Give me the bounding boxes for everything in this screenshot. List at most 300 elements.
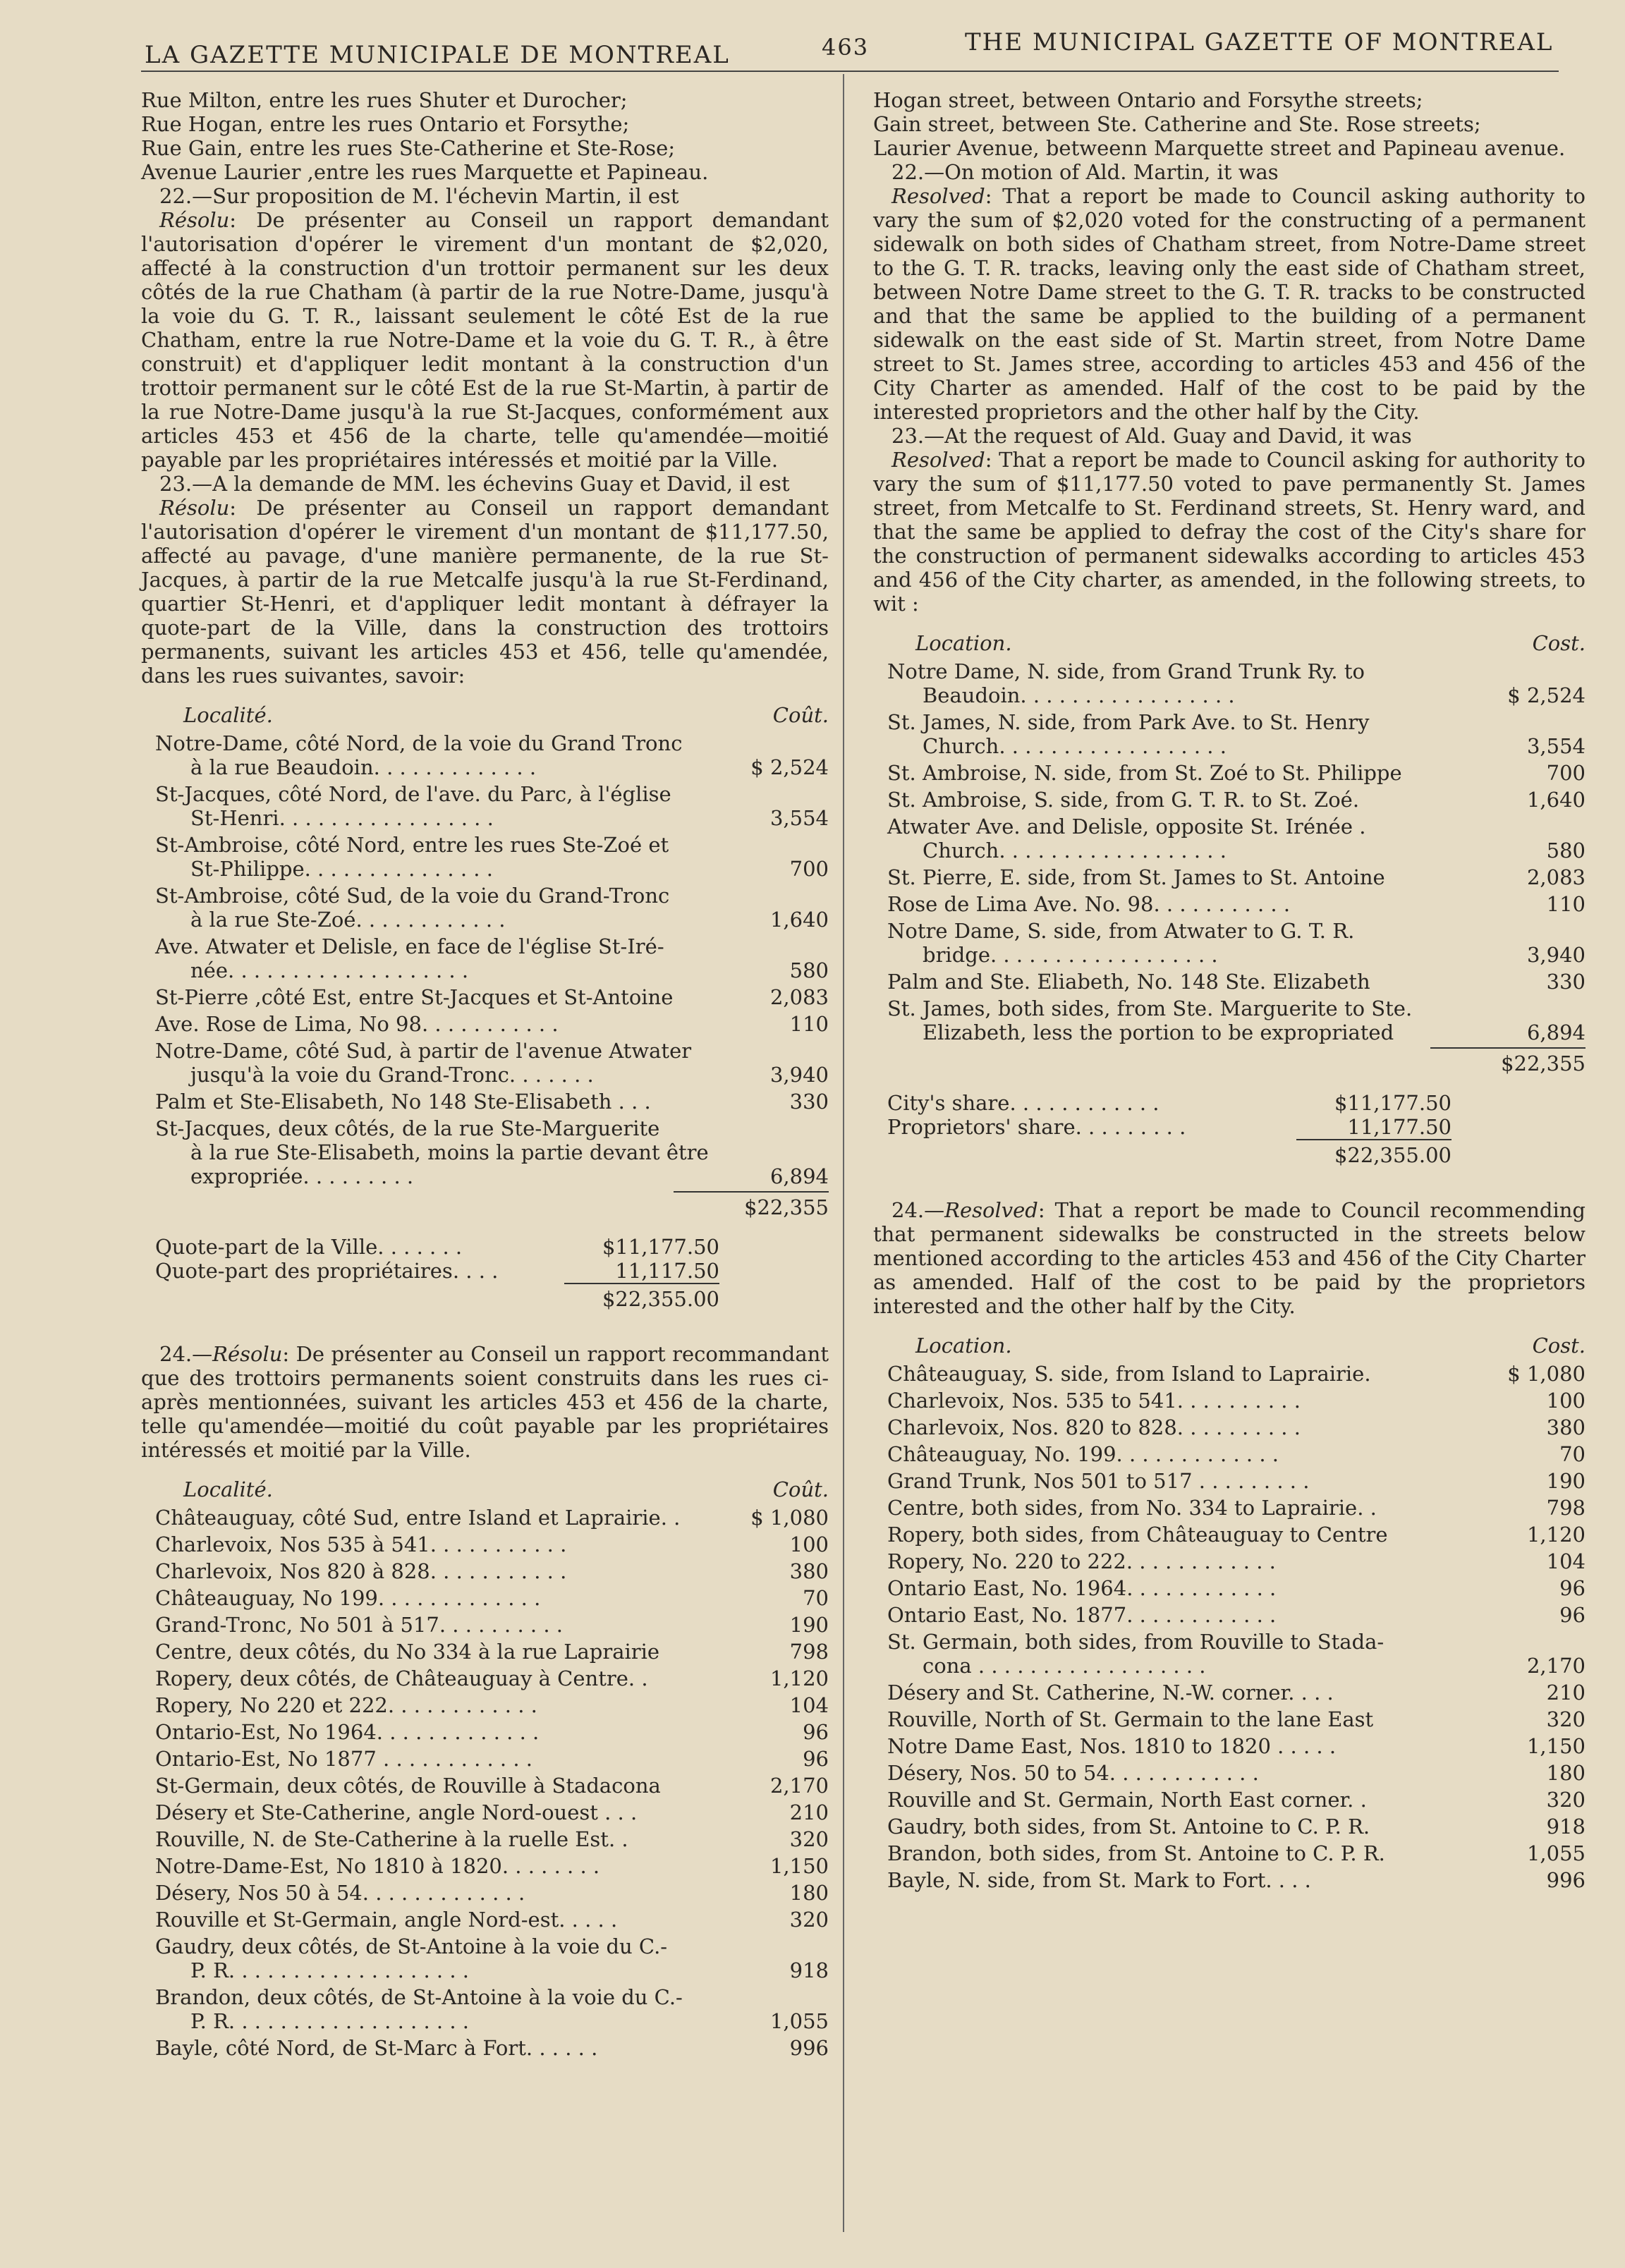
row-location-line: Châteauguay, No. 199. . . . . . . . . . . . . (887, 1442, 1279, 1466)
row-location (873, 1868, 1473, 1892)
table-row (873, 1841, 1586, 1865)
row-location-line: St. Ambroise, N. side, from St. Zoé to St. Philippe (887, 761, 1402, 785)
row-location-line: St. Pierre, E. side, from St. James to St. Antoine (887, 865, 1385, 889)
table-row (873, 1815, 1586, 1839)
row-location (141, 1985, 716, 2033)
row-location-line: Brandon, deux côtés, de St-Antoine à la voie du C.- (155, 1985, 683, 2009)
table-row (141, 884, 829, 932)
table-row (141, 1985, 829, 2033)
row-location-line: St. James, both sides, from Ste. Marguerite to Ste. (887, 996, 1413, 1020)
table-row (873, 865, 1586, 889)
table-row (873, 1630, 1586, 1678)
row-location-continuation: bridge. . . . . . . . . . . . . . . . . . (923, 943, 1218, 967)
table-row (141, 1559, 829, 1583)
row-location-line: Ontario East, No. 1964. . . . . . . . . . . . (887, 1576, 1277, 1600)
row-location (141, 1693, 716, 1717)
row-location-line: Ontario-Est, No 1877 . . . . . . . . . . . . (155, 1747, 533, 1771)
page-header (0, 28, 1625, 71)
row-cost: 96 (803, 1747, 829, 1771)
row-location-line: Atwater Ave. and Delisle, opposite St. Irénée . (887, 815, 1366, 839)
table-header-cost: Cost. (1532, 1334, 1586, 1358)
row-cost: $ 1,080 (750, 1506, 829, 1530)
table-row (873, 1603, 1586, 1627)
row-location-continuation: jusqu'à la voie du Grand-Tronc. . . . . . . (190, 1063, 594, 1087)
table-row (141, 1666, 829, 1690)
row-location (873, 1469, 1473, 1493)
table-header-location: Localité. (183, 1477, 273, 1501)
share-value: 11,177.50 (1347, 1115, 1451, 1139)
row-location-continuation: St-Philippe. . . . . . . . . . . . . . . (190, 857, 493, 881)
row-location-line: Brandon, both sides, from St. Antoine to C. P. R. (887, 1841, 1385, 1865)
table-row (141, 1908, 829, 1932)
row-cost: 96 (1559, 1576, 1586, 1600)
row-cost: 110 (789, 1012, 829, 1036)
row-location (141, 1908, 716, 1932)
row-location-line: Ontario-Est, No 1964. . . . . . . . . . . . . (155, 1720, 540, 1744)
total-value: $22,355 (1430, 1047, 1586, 1075)
row-cost: 1,150 (1526, 1734, 1586, 1758)
share-total-en (873, 1139, 1586, 1167)
row-location-line: Rouville, North of St. Germain to the lane East (887, 1707, 1374, 1731)
row-cost: 210 (789, 1800, 829, 1824)
table-row (141, 1532, 829, 1556)
row-location-continuation: Church. . . . . . . . . . . . . . . . . . (923, 734, 1227, 758)
row-location-line: Châteauguay, côté Sud, entre Island et Laprairie. . (155, 1506, 681, 1530)
row-location (873, 1788, 1473, 1812)
row-location (141, 782, 716, 830)
table-row (141, 1881, 829, 1905)
total-value: $22,355 (674, 1191, 829, 1219)
section-22-body-fr (141, 208, 829, 472)
row-location (873, 1362, 1473, 1386)
row-cost: $ 2,524 (750, 755, 829, 779)
row-location-continuation: Beaudoin. . . . . . . . . . . . . . . . . (923, 683, 1235, 707)
row-location-line: Notre-Dame, côté Nord, de la voie du Grand Tronc (155, 731, 683, 755)
row-location-line: St-Germain, deux côtés, de Rouville à Stadacona (155, 1774, 661, 1798)
row-cost: 6,894 (769, 1164, 829, 1188)
table-row (873, 1707, 1586, 1731)
row-location-line: Désery, Nos. 50 to 54. . . . . . . . . . . . (887, 1761, 1259, 1785)
row-cost: 180 (1546, 1761, 1586, 1785)
table-row (141, 1747, 829, 1771)
row-location-line: Charlevoix, Nos 535 à 541. . . . . . . . . . . (155, 1532, 567, 1556)
share-value: $11,177.50 (1334, 1091, 1451, 1115)
row-location (873, 815, 1473, 862)
resolu-label: Résolu (159, 496, 230, 520)
row-location (873, 761, 1473, 785)
row-cost: 2,083 (1526, 865, 1586, 889)
table-row (873, 1415, 1586, 1439)
row-location (873, 1523, 1473, 1547)
row-cost: 380 (1546, 1415, 1586, 1439)
row-location-continuation: P. R. . . . . . . . . . . . . . . . . . . (190, 2009, 469, 2033)
row-location-line: Ropery, No 220 et 222. . . . . . . . . . . . (155, 1693, 537, 1717)
row-location (873, 659, 1473, 707)
table-row (141, 1827, 829, 1851)
table-row (141, 1613, 829, 1637)
section-23-text: : That a report be made to Council asking for authority to vary the sum of $11,177.50 voted to pave permanently St. James street, from Metcalfe to St. Ferdinand streets, St. Henry ward, and that the same be applied to defray the cost of the City's share for the construction of permanent sidewalks according to articles 453 and 456 of the City charter, as amended, in the following streets, to wit : (873, 448, 1586, 616)
row-location-line: Rouville and St. Germain, North East corner. . (887, 1788, 1367, 1812)
share-owners-en (873, 1115, 1586, 1139)
resolved-label: Resolved (891, 448, 985, 472)
row-cost: 918 (789, 1958, 829, 1982)
row-location-continuation: née. . . . . . . . . . . . . . . . . . . (190, 958, 469, 982)
header-rule (141, 71, 1559, 72)
resolved-label: Resolved (944, 1198, 1038, 1222)
row-location (873, 1841, 1473, 1865)
row-cost: 1,055 (1526, 1841, 1586, 1865)
row-cost: 180 (789, 1881, 829, 1905)
row-location (141, 1532, 716, 1556)
row-location-line: Notre Dame, S. side, from Atwater to G. T. R. (887, 919, 1355, 943)
row-cost: 320 (1546, 1788, 1586, 1812)
row-cost: 798 (1546, 1496, 1586, 1520)
streets-continued-en (873, 88, 1586, 160)
row-cost: 380 (789, 1559, 829, 1583)
row-location (873, 1496, 1473, 1520)
row-cost: 2,170 (1526, 1654, 1586, 1678)
section-23-body-fr (141, 496, 829, 688)
table-row (141, 1039, 829, 1087)
row-location-line: Palm and Ste. Eliabeth, No. 148 Ste. Elizabeth (887, 970, 1370, 994)
street-line: Avenue Laurier ,entre les rues Marquette et Papineau. (141, 160, 709, 184)
table-row (141, 1640, 829, 1664)
row-cost: 700 (1546, 761, 1586, 785)
row-location-continuation: P. R. . . . . . . . . . . . . . . . . . . (190, 1958, 469, 1982)
row-location (873, 1603, 1473, 1627)
row-location (873, 1761, 1473, 1785)
table-row (141, 1586, 829, 1610)
row-location (873, 710, 1473, 758)
row-location (141, 1012, 716, 1036)
table-row (873, 788, 1586, 812)
row-location (873, 970, 1473, 994)
row-location-line: Centre, both sides, from No. 334 to Laprairie. . (887, 1496, 1377, 1520)
table-row (873, 659, 1586, 707)
row-location (873, 1630, 1473, 1678)
row-location-line: Ave. Atwater et Delisle, en face de l'église St-Iré- (155, 934, 664, 958)
row-location-continuation: à la rue Ste-Zoé. . . . . . . . . . . . (190, 908, 506, 932)
row-cost: 104 (1546, 1549, 1586, 1573)
row-cost: 996 (1546, 1868, 1586, 1892)
table-row (873, 1362, 1586, 1386)
resolved-label: Resolved (891, 184, 985, 208)
row-cost: 96 (803, 1720, 829, 1744)
row-location (141, 1800, 716, 1824)
row-cost: 190 (789, 1613, 829, 1637)
row-cost: 6,894 (1526, 1020, 1586, 1044)
row-location-line: Gaudry, deux côtés, de St-Antoine à la voie du C.- (155, 1934, 668, 1958)
row-location (873, 1415, 1473, 1439)
row-location-line: Notre-Dame-Est, No 1810 à 1820. . . . . . . . (155, 1854, 600, 1878)
row-location-continuation: Church. . . . . . . . . . . . . . . . . . (923, 839, 1227, 862)
table-row (141, 1116, 829, 1188)
row-location (141, 1774, 716, 1798)
table-2-header-en (873, 1334, 1586, 1358)
row-cost: 100 (789, 1532, 829, 1556)
table-row (873, 1576, 1586, 1600)
row-location (141, 1720, 716, 1744)
table-1-en (873, 659, 1586, 1044)
row-location-line: Désery et Ste-Catherine, angle Nord-ouest . . . (155, 1800, 638, 1824)
row-location-continuation: à la rue Beaudoin. . . . . . . . . . . . . (190, 755, 537, 779)
table-1-header-en (873, 631, 1586, 655)
table-row (141, 1090, 829, 1114)
row-location (141, 1827, 716, 1851)
table-row (873, 1389, 1586, 1413)
table-header-location: Location. (915, 1334, 1012, 1358)
row-location (873, 1707, 1473, 1731)
row-location-line: St. James, N. side, from Park Ave. to St. Henry (887, 710, 1370, 734)
section-24-body-fr (141, 1342, 829, 1462)
column-divider (843, 74, 844, 2232)
section-23-intro-fr: 23.—A la demande de MM. les échevins Guay et David, il est (159, 472, 790, 496)
street-line: Rue Gain, entre les rues Ste-Catherine et Ste-Rose; (141, 136, 676, 160)
table-2-header-fr (141, 1477, 829, 1501)
share-label: Proprietors' share. . . . . . . . . (887, 1115, 1186, 1139)
table-header-location: Localité. (183, 703, 273, 727)
row-location-line: Notre Dame, N. side, from Grand Trunk Ry. to (887, 659, 1365, 683)
row-location-line: Châteauguay, S. side, from Island to Laprairie. (887, 1362, 1371, 1386)
table-row (873, 1681, 1586, 1705)
section-24-number: 24.— (891, 1198, 945, 1222)
table-header-cost: Coût. (772, 703, 829, 727)
table-row (873, 761, 1586, 785)
row-location-line: Palm et Ste-Elisabeth, No 148 Ste-Elisabeth . . . (155, 1090, 651, 1114)
row-location (873, 1576, 1473, 1600)
row-location (141, 1934, 716, 1982)
street-line: Hogan street, between Ontario and Forsythe streets; (873, 88, 1423, 112)
row-location (141, 1613, 716, 1637)
row-location-line: Charlevoix, Nos. 535 to 541. . . . . . . . . . (887, 1389, 1301, 1413)
share-label: Quote-part de la Ville. . . . . . . (155, 1235, 463, 1259)
table-row (141, 1934, 829, 1982)
row-cost: 1,055 (769, 2009, 829, 2033)
row-location-line: Centre, deux côtés, du No 334 à la rue Laprairie (155, 1640, 660, 1664)
row-cost: 996 (789, 2036, 829, 2060)
row-location (141, 833, 716, 881)
table-row (873, 1761, 1586, 1785)
row-cost: 2,083 (769, 985, 829, 1009)
row-location-line: Bayle, côté Nord, de St-Marc à Fort. . . . . . (155, 2036, 598, 2060)
row-location (873, 996, 1473, 1044)
table-1-fr (141, 731, 829, 1188)
row-location-line: Charlevoix, Nos 820 à 828. . . . . . . . . . . (155, 1559, 567, 1583)
row-cost: 330 (789, 1090, 829, 1114)
table-1-total-fr (141, 1191, 829, 1219)
row-cost: 330 (1546, 970, 1586, 994)
row-cost: 1,150 (769, 1854, 829, 1878)
row-location (873, 892, 1473, 916)
row-cost: 1,120 (769, 1666, 829, 1690)
resolu-label: Résolu (159, 208, 230, 232)
row-location (141, 1090, 716, 1114)
row-location-line: Ontario East, No. 1877. . . . . . . . . . . . (887, 1603, 1277, 1627)
section-22-body-en (873, 184, 1586, 424)
table-row (141, 934, 829, 982)
row-cost: $ 2,524 (1507, 683, 1586, 707)
table-row (141, 782, 829, 830)
page-number: 463 (822, 34, 870, 61)
row-location-line: St. Ambroise, S. side, from G. T. R. to St. Zoé. (887, 788, 1360, 812)
row-cost: 700 (789, 857, 829, 881)
table-row (873, 710, 1586, 758)
share-value: $11,177.50 (602, 1235, 719, 1259)
row-location (141, 1559, 716, 1583)
section-24-number: 24.— (159, 1342, 213, 1366)
row-location-continuation: à la rue Ste-Elisabeth, moins la partie devant être expropriée. . . . . . . . . (190, 1140, 709, 1188)
row-cost: 70 (1559, 1442, 1586, 1466)
row-location-line: Ropery, deux côtés, de Châteauguay à Centre. . (155, 1666, 648, 1690)
row-location-line: Charlevoix, Nos. 820 to 828. . . . . . . . . . (887, 1415, 1301, 1439)
table-row (873, 1734, 1586, 1758)
header-title-fr: LA GAZETTE MUNICIPALE DE MONTREAL (145, 41, 730, 69)
row-cost: 320 (789, 1908, 829, 1932)
table-2-en (873, 1362, 1586, 1892)
row-location (141, 1640, 716, 1664)
row-location (873, 1681, 1473, 1705)
row-location-line: Notre-Dame, côté Sud, à partir de l'avenue Atwater (155, 1039, 692, 1063)
row-location (873, 1389, 1473, 1413)
share-city-en (873, 1091, 1586, 1115)
row-location (141, 985, 716, 1009)
row-location-line: Notre Dame East, Nos. 1810 to 1820 . . . . . (887, 1734, 1337, 1758)
row-location-continuation: cona . . . . . . . . . . . . . . . . . . (923, 1654, 1206, 1678)
row-location-line: Désery and St. Catherine, N.-W. corner. . . . (887, 1681, 1334, 1705)
table-row (873, 1523, 1586, 1547)
table-row (873, 919, 1586, 967)
row-location-line: Rose de Lima Ave. No. 98. . . . . . . . . . . (887, 892, 1291, 916)
street-line: Rue Milton, entre les rues Shuter et Durocher; (141, 88, 628, 112)
table-row (141, 833, 829, 881)
share-value: 11,117.50 (615, 1259, 719, 1283)
section-24-body-en (873, 1198, 1586, 1318)
row-cost: 3,940 (769, 1063, 829, 1087)
row-cost: 320 (789, 1827, 829, 1851)
row-location-line: Châteauguay, No 199. . . . . . . . . . . . . (155, 1586, 541, 1610)
header-title-en: THE MUNICIPAL GAZETTE OF MONTREAL (965, 28, 1554, 56)
table-row (873, 1868, 1586, 1892)
share-total-fr (141, 1283, 829, 1311)
row-location (141, 1881, 716, 1905)
section-22-text: : De présenter au Conseil un rapport demandant l'autorisation d'opérer le virement d'un montant de $2,020, affecté à la construction d'un trottoir permanent sur les deux côtés de la rue Chatham (à partir de la rue Notre-Dame, jusqu'à la voie du G. T. R., laissant seulement le côté Est de la rue Chatham, entre la rue Notre-Dame et la voie du G. T. R., à être construit) et d'appliquer ledit montant à la construction d'un trottoir permanent sur le côté Est de la rue St-Martin, à partir de la rue Notre-Dame jusqu'à la rue St-Jacques, conformément aux articles 453 et 456 de la charte, telle qu'amendée—moitié payable par les propriétaires intéressés et moitié par la Ville. (141, 208, 829, 472)
row-cost: 3,554 (769, 806, 829, 830)
table-header-cost: Cost. (1532, 631, 1586, 655)
row-location (141, 1747, 716, 1771)
table-row (873, 815, 1586, 862)
row-cost: 320 (1546, 1707, 1586, 1731)
table-row (141, 1693, 829, 1717)
table-row (873, 1549, 1586, 1573)
table-row (141, 1774, 829, 1798)
row-cost: 1,640 (769, 908, 829, 932)
section-23-intro-en: 23.—At the request of Ald. Guay and David, it was (891, 424, 1412, 448)
section-24-text: : De présenter au Conseil un rapport recommandant que des trottoirs permanents soient construits dans les rues ci-après mentionnées, suivant les articles 453 et 456 de la charte, telle qu'amendée—moitié du coût payable par les propriétaires intéressés et moitié par la Ville. (141, 1342, 829, 1462)
table-1-total-en (873, 1047, 1586, 1075)
row-cost: 100 (1546, 1389, 1586, 1413)
row-location (141, 1506, 716, 1530)
share-label: Quote-part des propriétaires. . . . (155, 1259, 499, 1283)
row-location (141, 1116, 716, 1188)
row-cost: 210 (1546, 1681, 1586, 1705)
row-location-continuation: Elizabeth, less the portion to be expropriated (923, 1020, 1394, 1044)
streets-continued-fr (141, 88, 829, 184)
row-location (873, 1734, 1473, 1758)
row-location-continuation: St-Henri. . . . . . . . . . . . . . . . . (190, 806, 494, 830)
row-location (873, 1815, 1473, 1839)
share-city-fr (141, 1235, 829, 1259)
table-row (141, 1012, 829, 1036)
table-row (141, 1800, 829, 1824)
row-cost: 918 (1546, 1815, 1586, 1839)
section-22-intro-fr: 22.—Sur proposition de M. l'échevin Martin, il est (159, 184, 679, 208)
share-total-value: $22,355.00 (564, 1283, 719, 1311)
table-header-location: Location. (915, 631, 1012, 655)
row-cost: 110 (1546, 892, 1586, 916)
row-cost: 1,640 (1526, 788, 1586, 812)
row-cost: 2,170 (769, 1774, 829, 1798)
column-french (141, 88, 829, 2063)
street-line: Laurier Avenue, betweenn Marquette street and Papineau avenue. (873, 136, 1566, 160)
table-row (873, 1788, 1586, 1812)
table-row (141, 2036, 829, 2060)
row-location-line: Désery, Nos 50 à 54. . . . . . . . . . . . . (155, 1881, 525, 1905)
row-location-line: Grand-Tronc, No 501 à 517. . . . . . . . . . (155, 1613, 563, 1637)
section-22-intro-en: 22.—On motion of Ald. Martin, it was (891, 160, 1279, 184)
share-total-value: $22,355.00 (1296, 1139, 1451, 1167)
row-cost: 96 (1559, 1603, 1586, 1627)
row-location-line: Ropery, both sides, from Châteauguay to Centre (887, 1523, 1388, 1547)
row-location-line: Bayle, N. side, from St. Mark to Fort. . . . (887, 1868, 1311, 1892)
row-location (141, 1854, 716, 1878)
row-cost: $ 1,080 (1507, 1362, 1586, 1386)
row-location (141, 1039, 716, 1087)
table-row (873, 1496, 1586, 1520)
table-row (873, 892, 1586, 916)
table-2-fr (141, 1506, 829, 2060)
table-row (873, 1469, 1586, 1493)
row-location (873, 865, 1473, 889)
row-location-line: Gaudry, both sides, from St. Antoine to C. P. R. (887, 1815, 1370, 1839)
row-location-line: Rouville et St-Germain, angle Nord-est. . . . . (155, 1908, 618, 1932)
row-location (873, 1549, 1473, 1573)
table-row (141, 1854, 829, 1878)
resolu-label: Résolu (212, 1342, 283, 1366)
row-cost: 104 (789, 1693, 829, 1717)
table-header-cost: Coût. (772, 1477, 829, 1501)
section-23-body-en (873, 448, 1586, 616)
row-location-line: St-Ambroise, côté Nord, entre les rues Ste-Zoé et (155, 833, 669, 857)
street-line: Gain street, between Ste. Catherine and Ste. Rose streets; (873, 112, 1481, 136)
row-location (873, 1442, 1473, 1466)
section-23-text: : De présenter au Conseil un rapport demandant l'autorisation d'opérer le virement d'un montant de $11,177.50, affecté au pavage, d'une manière permanente, de la rue St-Jacques, à partir de la rue Metcalfe jusqu'à la rue St-Ferdinand, quartier St-Henri, et d'appliquer ledit montant à défrayer la quote-part de la Ville, dans la construction des trottoirs permanents, suivant les articles 453 et 456, telle qu'amendée, dans les rues suivantes, savoir: (141, 496, 829, 688)
row-location-line: Ropery, No. 220 to 222. . . . . . . . . . . . (887, 1549, 1276, 1573)
row-location (141, 1666, 716, 1690)
share-owners-fr (141, 1259, 829, 1283)
row-location-line: Rouville, N. de Ste-Catherine à la ruelle Est. . (155, 1827, 628, 1851)
section-24-text: : That a report be made to Council recommending that permanent sidewalks be constructed in the streets below mentioned according to the articles 453 and 456 of the City Charter as amended. Half of the cost to be paid by the proprietors interested and the other half by the City. (873, 1198, 1586, 1318)
section-22-text: : That a report be made to Council asking authority to vary the sum of $2,020 voted for the constructing of a permanent sidewalk on both sides of Chatham street, from Notre-Dame street to the G. T. R. tracks, leaving only the east side of Chatham street, between Notre Dame street to the G. T. R. tracks to be constructed and that the same be applied to the building of a permanent sidewalk on the east side of St. Martin street, from Notre Dame street to St. James stree, according to articles 453 and 456 of the City Charter as amended. Half of the cost to be paid by the interested proprietors and the other half by the City. (873, 184, 1586, 424)
row-cost: 580 (1546, 839, 1586, 862)
table-row (873, 996, 1586, 1044)
row-cost: 1,120 (1526, 1523, 1586, 1547)
table-row (873, 970, 1586, 994)
row-location-line: St-Jacques, deux côtés, de la rue Ste-Marguerite (155, 1116, 660, 1140)
row-location-line: St-Ambroise, côté Sud, de la voie du Grand-Tronc (155, 884, 670, 908)
row-location (873, 788, 1473, 812)
table-row (873, 1442, 1586, 1466)
row-cost: 190 (1546, 1469, 1586, 1493)
